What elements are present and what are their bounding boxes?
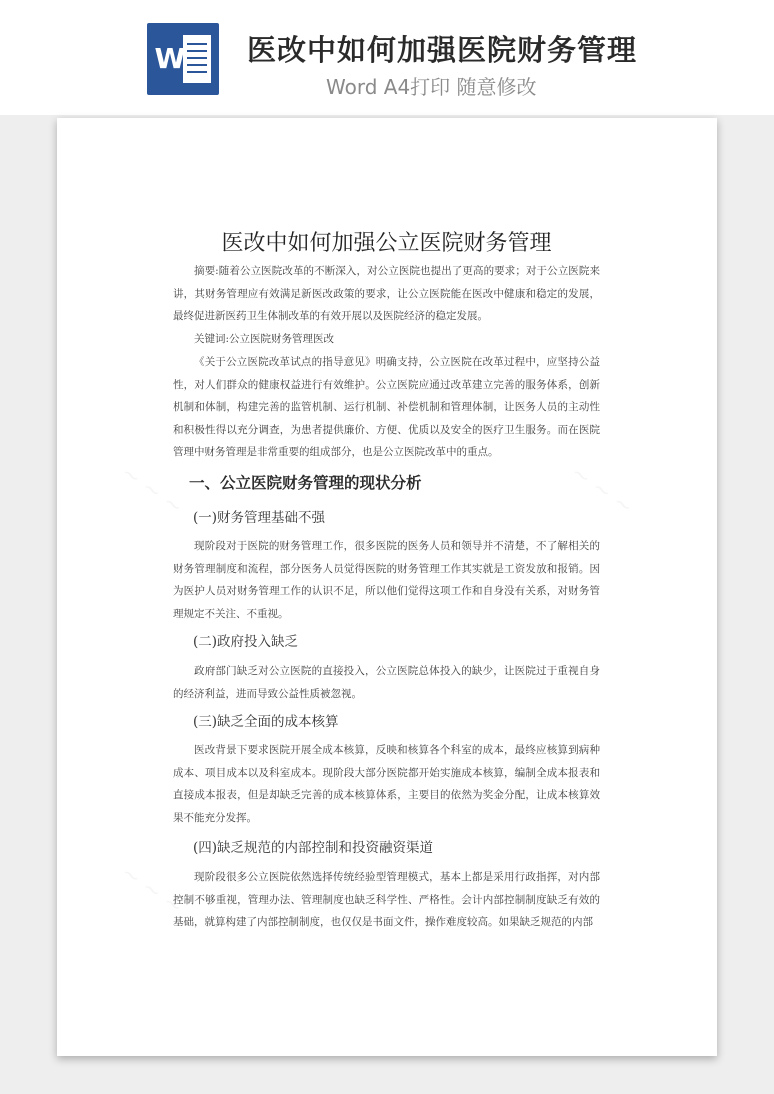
subsection-heading: (一)财务管理基础不强: [193, 510, 326, 526]
text-line-graphic: [187, 50, 207, 52]
body-paragraph: 医改背景下要求医院开展全成本核算，反映和核算各个科室的成本，最终应核算到病种成本、项目成本以及科室成本。现阶段大部分医院都开始实施成本核算，编制全成本报表和直接成本报表，但是却缺乏完善的成本核算体系，主要目的依然为奖金分配，让成本核算效果不能充分发挥。: [173, 744, 600, 824]
intro-paragraph: 《关于公立医院改革试点的指导意见》明确支持，公立医院在改革过程中，应坚持公益性，对人们群众的健康权益进行有效维护。公立医院应通过改革建立完善的服务体系，创新机制和体制，构建完善的监管机制、运行机制、补偿机制和管理体制，让医务人员的主动性和积极性得以充分调查，为患者提供廉价、方便、优质以及安全的医疗卫生服务。而在医院管理中财务管理是非常重要的组成部分，也是公立医院改革中的重点。: [173, 356, 600, 458]
document-page: [57, 118, 717, 1056]
banner-title: 医改中如何加强医院财务管理: [247, 33, 638, 67]
document-title: 医改中如何加强公立医院财务管理: [221, 231, 552, 256]
watermark: [566, 460, 637, 520]
header-banner: [0, 0, 774, 115]
text-line-graphic: [187, 43, 207, 45]
subsection-heading: (四)缺乏规范的内部控制和投资融资渠道: [193, 840, 434, 856]
body-paragraph: 政府部门缺乏对公立医院的直接投入，公立医院总体投入的缺少，让医院过于重视自身的经济利益，进而导致公益性质被忽视。: [173, 665, 600, 700]
text-line-graphic: [187, 64, 207, 66]
subsection-heading: (二)政府投入缺乏: [193, 634, 299, 650]
word-document-icon: [147, 23, 219, 95]
section-heading: 一、公立医院财务管理的现状分析: [189, 473, 422, 492]
abstract-paragraph: 摘要:随着公立医院改革的不断深入，对公立医院也提出了更高的要求；对于公立医院来讲，其财务管理应有效满足新医改政策的要求，让公立医院能在医改中健康和稳定的发展，最终促进新医药卫生体制改革的有效开展以及医院经济的稳定发展。: [173, 265, 600, 322]
body-paragraph: 现阶段对于医院的财务管理工作，很多医院的医务人员和领导并不清楚，不了解相关的财务管理制度和流程，部分医务人员觉得医院的财务管理工作其实就是工资发放和报销。因为医护人员对财务管理工作的认识不足，所以他们觉得这项工作和自身没有关系，对财务管理规定不关注、不重视。: [173, 540, 600, 620]
banner-subtitle: Word A4打印 随意修改: [326, 75, 537, 99]
watermark: [116, 460, 187, 520]
text-line-graphic: [187, 71, 207, 73]
text-line-graphic: [187, 57, 207, 59]
keywords-paragraph: 关键词:公立医院财务管理医改: [194, 333, 335, 345]
word-icon-letter: W: [154, 42, 186, 75]
body-paragraph: 现阶段很多公立医院依然选择传统经验型管理模式，基本上都是采用行政指挥，对内部控制不够重视，管理办法、管理制度也缺乏科学性、严格性。会计内部控制制度缺乏有效的基础，就算构建了内部控制制度，也仅仅是书面文件，操作难度较高。如果缺乏规范的内部: [173, 871, 600, 928]
subsection-heading: (三)缺乏全面的成本核算: [193, 714, 339, 730]
